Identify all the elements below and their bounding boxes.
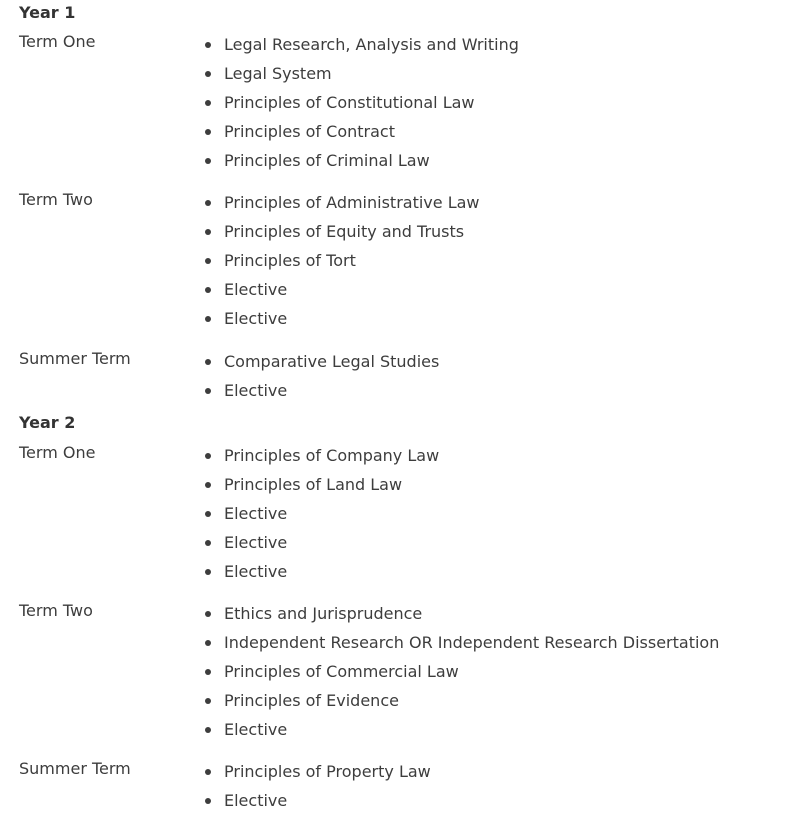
bullet-icon bbox=[205, 388, 211, 394]
list-item bbox=[202, 188, 480, 217]
bullet-icon bbox=[205, 511, 211, 517]
list-item bbox=[202, 88, 519, 117]
course-list bbox=[202, 347, 439, 405]
course-name: Principles of Criminal Law bbox=[224, 151, 430, 170]
list-item bbox=[202, 715, 719, 744]
list-item bbox=[202, 557, 439, 586]
bullet-icon bbox=[205, 100, 211, 106]
course-name: Principles of Equity and Trusts bbox=[224, 222, 465, 241]
bullet-icon bbox=[205, 698, 211, 704]
bullet-icon bbox=[205, 453, 211, 459]
bullet-icon bbox=[205, 42, 211, 48]
list-item bbox=[202, 628, 719, 657]
bullet-icon bbox=[205, 229, 211, 235]
term-label: Summer Term bbox=[19, 759, 131, 778]
list-item bbox=[202, 59, 519, 88]
course-name: Elective bbox=[224, 280, 288, 299]
list-item bbox=[202, 146, 519, 175]
list-item bbox=[202, 347, 439, 376]
course-name: Principles of Administrative Law bbox=[224, 193, 480, 212]
bullet-icon bbox=[205, 798, 211, 804]
list-item bbox=[202, 528, 439, 557]
list-item bbox=[202, 786, 431, 815]
course-name: Elective bbox=[224, 381, 288, 400]
course-list bbox=[202, 30, 519, 175]
bullet-icon bbox=[205, 359, 211, 365]
course-list bbox=[202, 599, 719, 744]
year-heading: Year 2 bbox=[19, 413, 76, 432]
year-heading: Year 1 bbox=[19, 3, 76, 22]
course-name: Principles of Contract bbox=[224, 122, 395, 141]
list-item bbox=[202, 470, 439, 499]
bullet-icon bbox=[205, 71, 211, 77]
term-label: Summer Term bbox=[19, 349, 131, 368]
bullet-icon bbox=[205, 200, 211, 206]
bullet-icon bbox=[205, 287, 211, 293]
bullet-icon bbox=[205, 669, 211, 675]
course-name: Principles of Commercial Law bbox=[224, 662, 459, 681]
course-name: Comparative Legal Studies bbox=[224, 352, 440, 371]
list-item bbox=[202, 117, 519, 146]
term-label: Term Two bbox=[19, 601, 93, 620]
term-label: Term One bbox=[19, 32, 96, 51]
bullet-icon bbox=[205, 769, 211, 775]
term-label: Term Two bbox=[19, 190, 93, 209]
course-name: Elective bbox=[224, 504, 288, 523]
course-name: Principles of Constitutional Law bbox=[224, 93, 475, 112]
course-name: Principles of Tort bbox=[224, 251, 356, 270]
list-item bbox=[202, 599, 719, 628]
bullet-icon bbox=[205, 482, 211, 488]
course-name: Elective bbox=[224, 720, 288, 739]
course-name: Principles of Property Law bbox=[224, 762, 431, 781]
course-name: Principles of Company Law bbox=[224, 446, 440, 465]
course-list bbox=[202, 441, 439, 586]
bullet-icon bbox=[205, 727, 211, 733]
list-item bbox=[202, 217, 480, 246]
course-name: Legal System bbox=[224, 64, 332, 83]
bullet-icon bbox=[205, 258, 211, 264]
course-name: Elective bbox=[224, 562, 288, 581]
course-name: Elective bbox=[224, 791, 288, 810]
list-item bbox=[202, 441, 439, 470]
list-item bbox=[202, 499, 439, 528]
term-label: Term One bbox=[19, 443, 96, 462]
course-name: Principles of Evidence bbox=[224, 691, 399, 710]
course-name: Elective bbox=[224, 533, 288, 552]
bullet-icon bbox=[205, 569, 211, 575]
bullet-icon bbox=[205, 129, 211, 135]
list-item bbox=[202, 246, 480, 275]
course-list bbox=[202, 188, 480, 333]
course-name: Principles of Land Law bbox=[224, 475, 403, 494]
course-name: Ethics and Jurisprudence bbox=[224, 604, 423, 623]
bullet-icon bbox=[205, 640, 211, 646]
course-name: Independent Research OR Independent Research Dissertation bbox=[224, 633, 720, 652]
list-item bbox=[202, 757, 431, 786]
list-item bbox=[202, 686, 719, 715]
bullet-icon bbox=[205, 316, 211, 322]
list-item bbox=[202, 376, 439, 405]
list-item bbox=[202, 304, 480, 333]
course-name: Elective bbox=[224, 309, 288, 328]
list-item bbox=[202, 657, 719, 686]
bullet-icon bbox=[205, 611, 211, 617]
list-item bbox=[202, 30, 519, 59]
bullet-icon bbox=[205, 540, 211, 546]
course-name: Legal Research, Analysis and Writing bbox=[224, 35, 519, 54]
course-list bbox=[202, 757, 431, 815]
list-item bbox=[202, 275, 480, 304]
bullet-icon bbox=[205, 158, 211, 164]
